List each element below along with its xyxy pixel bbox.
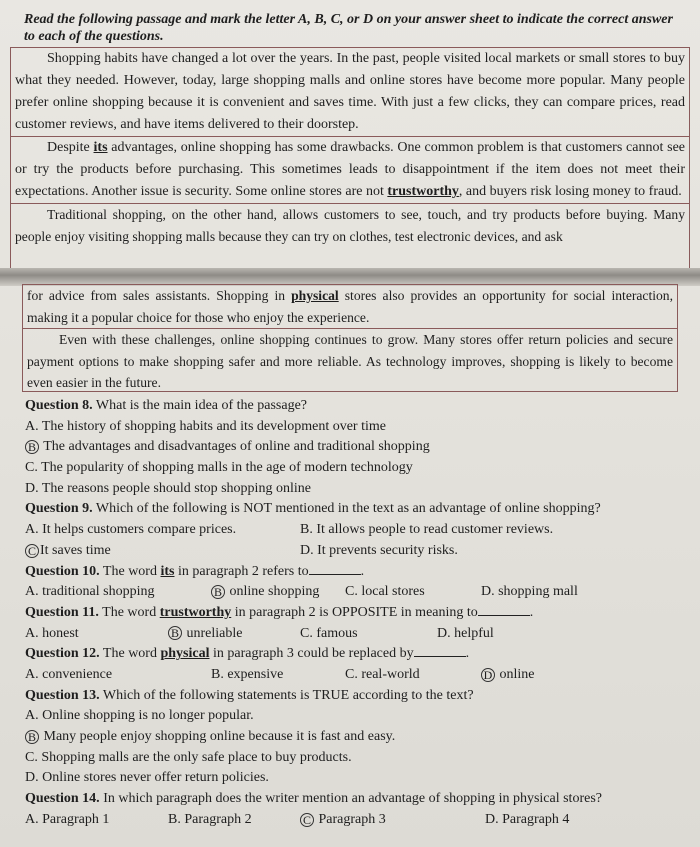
question-12: Question 12. The word physical in paragraph 3 could be replaced by .: [25, 646, 470, 662]
question-text-b: in paragraph 2 refers to: [174, 563, 309, 579]
question-text: What is the main idea of the passage?: [92, 398, 308, 413]
question-keyword: its: [160, 563, 175, 579]
question-text: In which paragraph does the writer mention an advantage of shopping in physical stores?: [99, 791, 602, 807]
question-text-b: in paragraph 3 could be replaced by: [209, 646, 414, 662]
question-text-a: The word: [99, 646, 161, 662]
answer-blank: [478, 603, 530, 616]
q13-option-a[interactable]: [25, 706, 685, 727]
q8-option-a[interactable]: [25, 417, 685, 438]
q9-option-d[interactable]: D. It prevents security risks.: [300, 542, 458, 558]
passage-box-top: [10, 47, 690, 269]
question-label: Question 8.: [25, 398, 93, 413]
option-text: It saves time: [40, 542, 111, 558]
question-13: [25, 686, 685, 707]
q10-options: [25, 582, 685, 603]
word-trustworthy: trustworthy: [387, 184, 459, 199]
q10-option-b[interactable]: [211, 582, 319, 603]
option-text: online: [496, 666, 535, 682]
q10-option-a[interactable]: A. traditional shopping: [25, 584, 155, 600]
q10-option-c[interactable]: C. local stores: [345, 584, 425, 600]
q12-option-d[interactable]: [481, 665, 535, 686]
paragraph-2-text-c: , and buyers risk losing money to fraud.: [458, 184, 682, 199]
question-label: Question 11.: [25, 604, 99, 620]
q11-option-c[interactable]: C. famous: [300, 625, 358, 641]
answer-circle-mark: C: [25, 544, 39, 558]
q13-option-d[interactable]: [25, 768, 685, 789]
question-9: [25, 499, 685, 520]
q8-option-c[interactable]: [25, 458, 685, 479]
passage-box-bottom: [22, 284, 678, 392]
q9-options-cd: [25, 541, 685, 562]
paragraph-3-text-b: stores also provides an opportunity for social interaction, making it a popular choice for those who enjoy the experience.: [27, 288, 673, 325]
q11-options: [25, 624, 685, 645]
question-text-a: The word: [99, 563, 161, 579]
paragraph-3-top: Traditional shopping, on the other hand, allows customers to see, touch, and try products before buying. Many people enjoy visiting shopping malls because they can try on clothes, test electronic devices, and ask: [15, 207, 685, 244]
q12-options: [25, 665, 685, 686]
option-text: A. The history of shopping habits and its development over time: [25, 418, 386, 434]
q9-options-ab: [25, 520, 685, 541]
paragraph-1: Shopping habits have changed a lot over the years. In the past, people visited local markets or small stores to buy what they needed. However, today, large shopping malls and online stores have become more popular. Many people prefer online shopping because it is convenient and saves time. With just a few clicks, they can compare prices, read customer reviews, and have items delivered to their doorstep.: [15, 51, 685, 132]
q13-option-c[interactable]: [25, 748, 685, 769]
answer-circle-mark: D: [481, 668, 495, 682]
option-text: Paragraph 3: [315, 811, 386, 827]
answer-blank: [414, 644, 466, 657]
question-label: Question 12.: [25, 646, 100, 662]
question-label: Question 10.: [25, 563, 100, 579]
paragraph-2-text-b: advantages, online shopping has some drawbacks. One common problem is that customers cannot see or try the products before purchasing. This sometimes leads to disappointment if the item does not meet their expectations. Another issue is security. Some online stores are not: [15, 140, 685, 199]
q13-option-b[interactable]: [25, 727, 685, 748]
question-8: [25, 396, 685, 417]
answer-circle-mark: B: [211, 585, 225, 599]
word-physical: physical: [291, 288, 339, 303]
q14-option-b[interactable]: B. Paragraph 2: [168, 811, 252, 827]
q14-option-d[interactable]: D. Paragraph 4: [485, 811, 570, 827]
option-text: online shopping: [226, 584, 320, 600]
q9-option-a[interactable]: A. It helps customers compare prices.: [25, 522, 237, 538]
question-11: Question 11. The word trustworthy in paragraph 2 is OPPOSITE in meaning to .: [25, 604, 534, 620]
option-text: C. The popularity of shopping malls in the age of modern technology: [25, 460, 413, 476]
answer-circle-mark: C: [300, 813, 314, 827]
q12-option-b[interactable]: B. expensive: [211, 666, 284, 682]
instruction-text: Read the following passage and mark the letter A, B, C, or D on your answer sheet to indicate the correct answer to each of the questions.: [24, 12, 673, 44]
q9-option-c[interactable]: [25, 541, 111, 562]
answer-circle-mark: B: [25, 730, 39, 744]
question-label: Question 14.: [25, 791, 100, 807]
q9-option-b[interactable]: B. It allows people to read customer reviews.: [300, 522, 554, 538]
option-text: C. Shopping malls are the only safe place to buy products.: [25, 749, 352, 765]
q14-options: [25, 810, 685, 831]
q12-option-c[interactable]: C. real-world: [345, 666, 420, 682]
questions-section: [25, 396, 685, 830]
option-text: D. The reasons people should stop shopping online: [25, 480, 311, 496]
q8-option-d[interactable]: [25, 479, 685, 500]
question-text-a: The word: [98, 604, 160, 620]
question-label: Question 9.: [25, 501, 93, 517]
option-text: unreliable: [183, 625, 243, 641]
question-14: [25, 789, 685, 810]
paragraph-2: [11, 137, 689, 203]
paragraph-2-text-a: Despite: [47, 140, 94, 155]
question-label: Question 13.: [25, 687, 100, 703]
question-text: Which of the following is NOT mentioned in the text as an advantage of online shopping?: [92, 501, 601, 517]
question-text: Which of the following statements is TRUE according to the text?: [99, 687, 474, 703]
q10-option-d[interactable]: D. shopping mall: [481, 584, 578, 600]
q8-option-b[interactable]: [25, 437, 685, 458]
answer-circle-mark: B: [25, 440, 39, 454]
paragraph-3-bottom: [23, 285, 677, 328]
question-text-b: in paragraph 2 is OPPOSITE in meaning to: [231, 604, 478, 620]
option-text: D. Online stores never offer return policies.: [25, 770, 269, 786]
answer-circle-mark: B: [168, 626, 182, 640]
q14-option-c[interactable]: [300, 810, 386, 831]
question-10: Question 10. The word its in paragraph 2 refers to .: [25, 563, 365, 579]
paragraph-3-text-a: for advice from sales assistants. Shopping in: [27, 288, 292, 303]
q11-option-a[interactable]: A. honest: [25, 625, 79, 641]
q12-option-a[interactable]: A. convenience: [25, 666, 113, 682]
question-keyword: trustworthy: [159, 604, 232, 620]
option-text: The advantages and disadvantages of online and traditional shopping: [40, 439, 430, 455]
paragraph-4: Even with these challenges, online shopping continues to grow. Many stores offer return policies and secure payment options to make shopping safer and more reliable. As technology improves, shopping is likely to become even easier in the future.: [27, 332, 673, 390]
q11-option-b[interactable]: [168, 624, 242, 645]
q11-option-d[interactable]: D. helpful: [437, 625, 494, 641]
question-keyword: physical: [160, 646, 210, 662]
option-text: A. Online shopping is no longer popular.: [25, 708, 254, 724]
answer-blank: [309, 562, 361, 575]
q14-option-a[interactable]: A. Paragraph 1: [25, 811, 110, 827]
word-its: its: [93, 140, 108, 155]
option-text: Many people enjoy shopping online because it is fast and easy.: [40, 729, 396, 744]
